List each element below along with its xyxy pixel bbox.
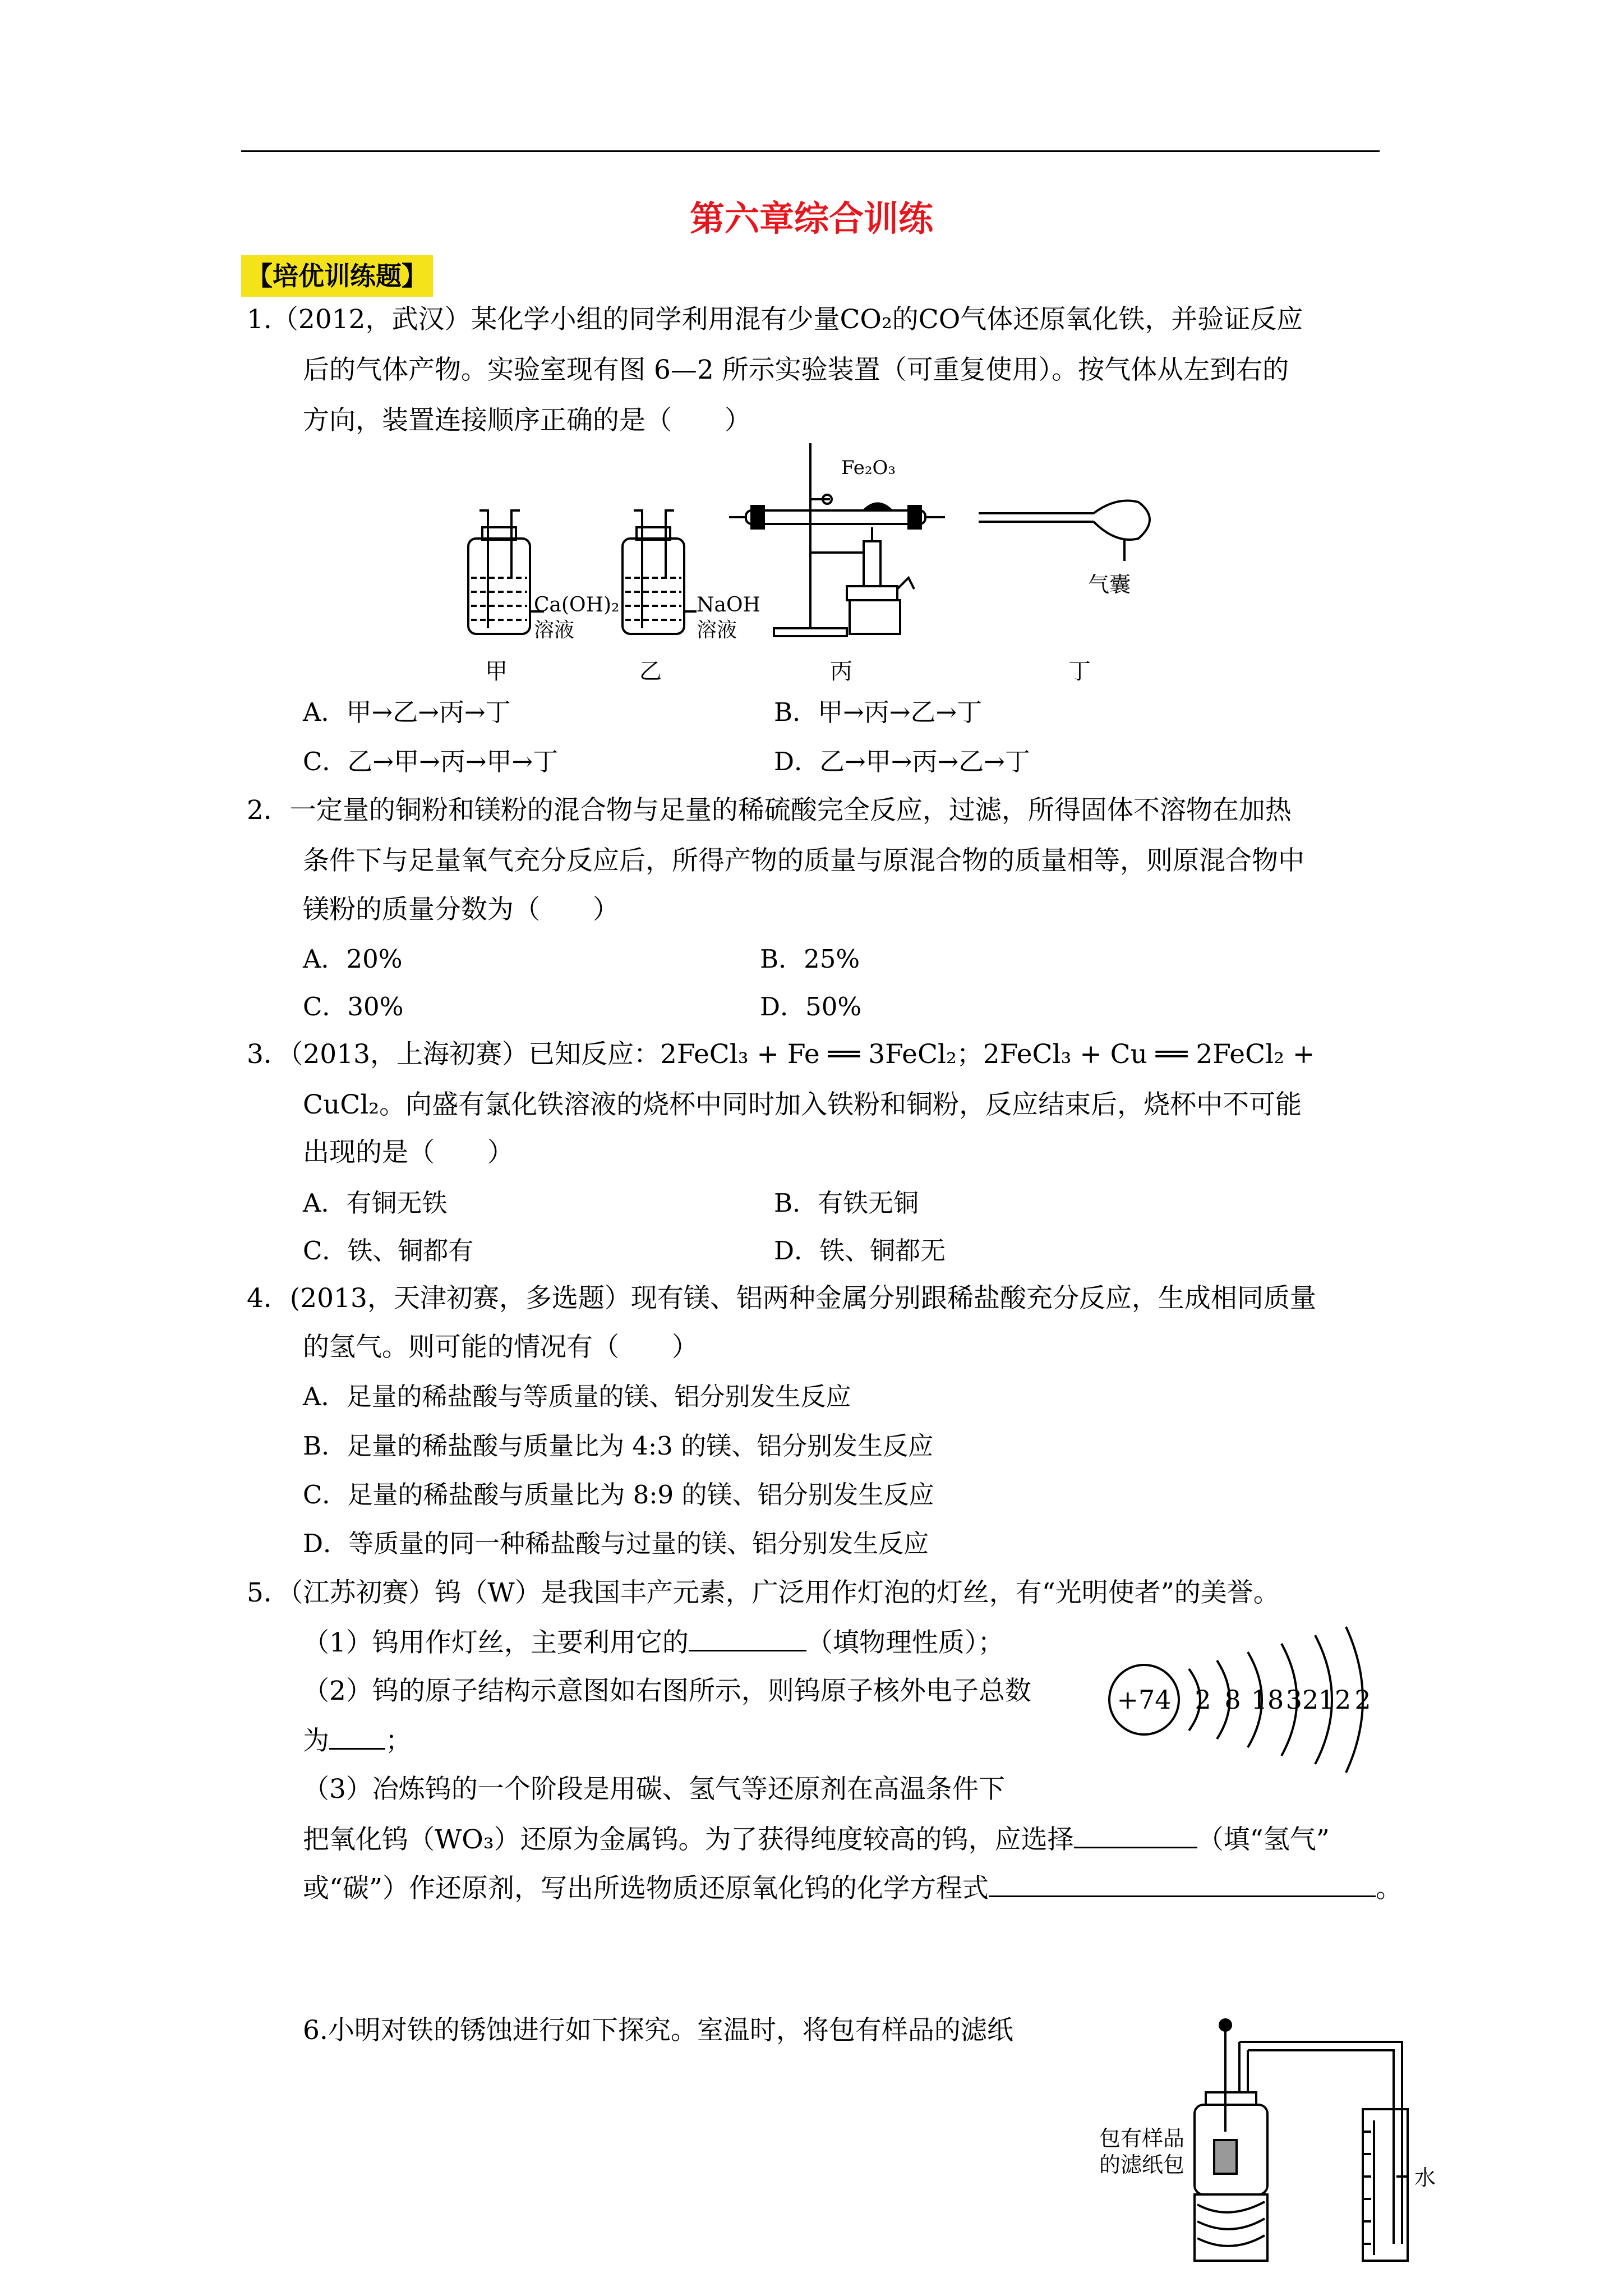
q5-sub2-blank[interactable]	[329, 1723, 385, 1750]
q1-option-d: D．乙→甲→丙→乙→丁	[774, 747, 1030, 776]
q5-reductant-blank[interactable]	[1074, 1822, 1197, 1848]
nucleus-charge: +74	[1117, 1685, 1172, 1715]
q1-apparatus-figure	[437, 443, 1195, 696]
label-yi: 乙	[639, 659, 662, 684]
q1-option-b: B．甲→丙→乙→丁	[774, 697, 983, 727]
q3-option-c: C．铁、铜都有	[303, 1236, 474, 1266]
q2-option-b: B．25%	[760, 944, 860, 974]
q3-line2: CuCl₂。向盛有氯化铁溶液的烧杯中同时加入铁粉和铜粉，反应结束后，烧杯中不可能	[303, 1089, 1302, 1120]
shell-3: 18	[1251, 1685, 1284, 1715]
q1-option-a: A．甲→乙→丙→丁	[303, 697, 511, 727]
q5-sub1-pre: （1）钨用作灯丝，主要利用它的	[303, 1627, 689, 1658]
q6-label-bag-line2: 的滤纸包	[1099, 2152, 1185, 2177]
q3-option-d: D．铁、铜都无	[774, 1236, 946, 1266]
page-title: 第六章综合训练	[689, 198, 933, 239]
q5-sub3-line1: （3）冶炼钨的一个阶段是用碳、氢气等还原剂在高温条件下	[303, 1774, 1005, 1805]
q2-option-d: D．50%	[760, 992, 862, 1022]
header-rule	[241, 150, 1380, 152]
shell-4: 32	[1285, 1685, 1319, 1715]
apparatus-bing	[729, 443, 945, 636]
label-bing: 丙	[830, 659, 852, 684]
balloon-label: 气囊	[1088, 572, 1131, 597]
q5-sub3-line3-post: 。	[1376, 1873, 1403, 1904]
shell-5: 12	[1318, 1685, 1352, 1715]
q3-option-a: A．有铜无铁	[303, 1188, 448, 1218]
q5-sub3-line2	[303, 1822, 1330, 1857]
q1-line1: 1.（2012，武汉）某化学小组的同学利用混有少量CO₂的CO气体还原氧化铁，并验证反应	[247, 304, 1303, 335]
q5-sub3-line2-post: （填“氢气”	[1197, 1824, 1330, 1855]
q1-line2: 后的气体产物。实验室现有图 6—2 所示实验装置（可重复使用）。按气体从左到右的	[303, 355, 1289, 385]
q6-label-bag-line1: 包有样品	[1099, 2126, 1185, 2151]
q5-equation-blank[interactable]	[989, 1871, 1376, 1897]
shell-1: 2	[1195, 1685, 1211, 1715]
q3-line1: 3．（2013，上海初赛）已知反应：2FeCl₃ + Fe ══ 3FeCl₂；2FeCl₃ + Cu ══ 2FeCl₂ +	[247, 1039, 1315, 1070]
q6-label-water: 水	[1414, 2165, 1436, 2190]
q2-option-a: A．20%	[303, 944, 403, 974]
q2-line3: 镁粉的质量分数为（ ）	[303, 894, 619, 925]
q4-option-b: B．足量的稀盐酸与质量比为 4:3 的镁、铝分别发生反应	[303, 1431, 934, 1461]
q5-sub1-post: （填物理性质）；	[806, 1627, 1004, 1658]
q5-sub2-post: ；	[385, 1726, 412, 1756]
q6-rust-apparatus	[1099, 2008, 1436, 2266]
shell-6: 2	[1354, 1685, 1371, 1715]
q4-option-d: D．等质量的同一种稀盐酸与过量的镁、铝分别发生反应	[303, 1529, 929, 1558]
q5-sub3-line2-pre: 把氧化钨（WO₃）还原为金属钨。为了获得纯度较高的钨，应选择	[303, 1824, 1074, 1855]
q6-line1: 6.小明对铁的锈蚀进行如下探究。室温时，将包有样品的滤纸	[303, 2015, 1013, 2046]
solution1-label: 溶液	[534, 619, 575, 642]
naoh-label: NaOH	[697, 593, 760, 616]
q4-option-c: C．足量的稀盐酸与质量比为 8:9 的镁、铝分别发生反应	[303, 1480, 934, 1510]
q5-sub3-line3	[303, 1871, 1402, 1906]
q1-option-c: C．乙→甲→丙→甲→丁	[303, 747, 559, 776]
bottle-yi	[623, 510, 697, 634]
bottle-jia	[468, 510, 544, 634]
label-ding: 丁	[1068, 659, 1091, 684]
fe2o3-label: Fe₂O₃	[841, 457, 896, 479]
q5-sub2-pre: 为	[303, 1726, 329, 1756]
balloon-ding	[979, 501, 1150, 562]
q4-line2: 的氢气。则可能的情况有（ ）	[303, 1332, 698, 1363]
label-jia: 甲	[485, 659, 508, 684]
q5-sub1-blank[interactable]	[689, 1625, 806, 1651]
q3-option-b: B．有铁无铜	[774, 1188, 919, 1218]
tungsten-atom-structure	[1099, 1616, 1380, 1784]
q5-line1: 5．（江苏初赛）钨（W）是我国丰产元素，广泛用作灯泡的灯丝，有“光明使者”的美誉。	[247, 1577, 1280, 1608]
q5-sub3-line3-pre: 或“碳”）作还原剂，写出所选物质还原氧化钨的化学方程式	[303, 1873, 989, 1904]
caoh2-label: Ca(OH)₂	[534, 593, 620, 616]
q5-sub1	[303, 1625, 1004, 1660]
section-tag: 【培优训练题】	[241, 255, 433, 297]
q4-option-a: A．足量的稀盐酸与等质量的镁、铝分别发生反应	[303, 1382, 851, 1411]
q2-line1: 2．一定量的铜粉和镁粉的混合物与足量的稀硫酸完全反应，过滤，所得固体不溶物在加热	[247, 795, 1292, 826]
q5-sub2-line2	[303, 1723, 412, 1758]
solution2-label: 溶液	[697, 619, 737, 642]
q4-line1: 4．(2013，天津初赛，多选题）现有镁、铝两种金属分别跟稀盐酸充分反应，生成相同质量	[247, 1283, 1316, 1314]
q2-line2: 条件下与足量氧气充分反应后，所得产物的质量与原混合物的质量相等，则原混合物中	[303, 845, 1304, 876]
q1-line3: 方向，装置连接顺序正确的是（ ）	[303, 405, 751, 436]
q5-sub2-line1: （2）钨的原子结构示意图如右图所示，则钨原子核外电子总数	[303, 1676, 1031, 1706]
q2-option-c: C．30%	[303, 992, 404, 1022]
q3-line3: 出现的是（ ）	[303, 1137, 514, 1168]
shell-2: 8	[1224, 1685, 1241, 1715]
